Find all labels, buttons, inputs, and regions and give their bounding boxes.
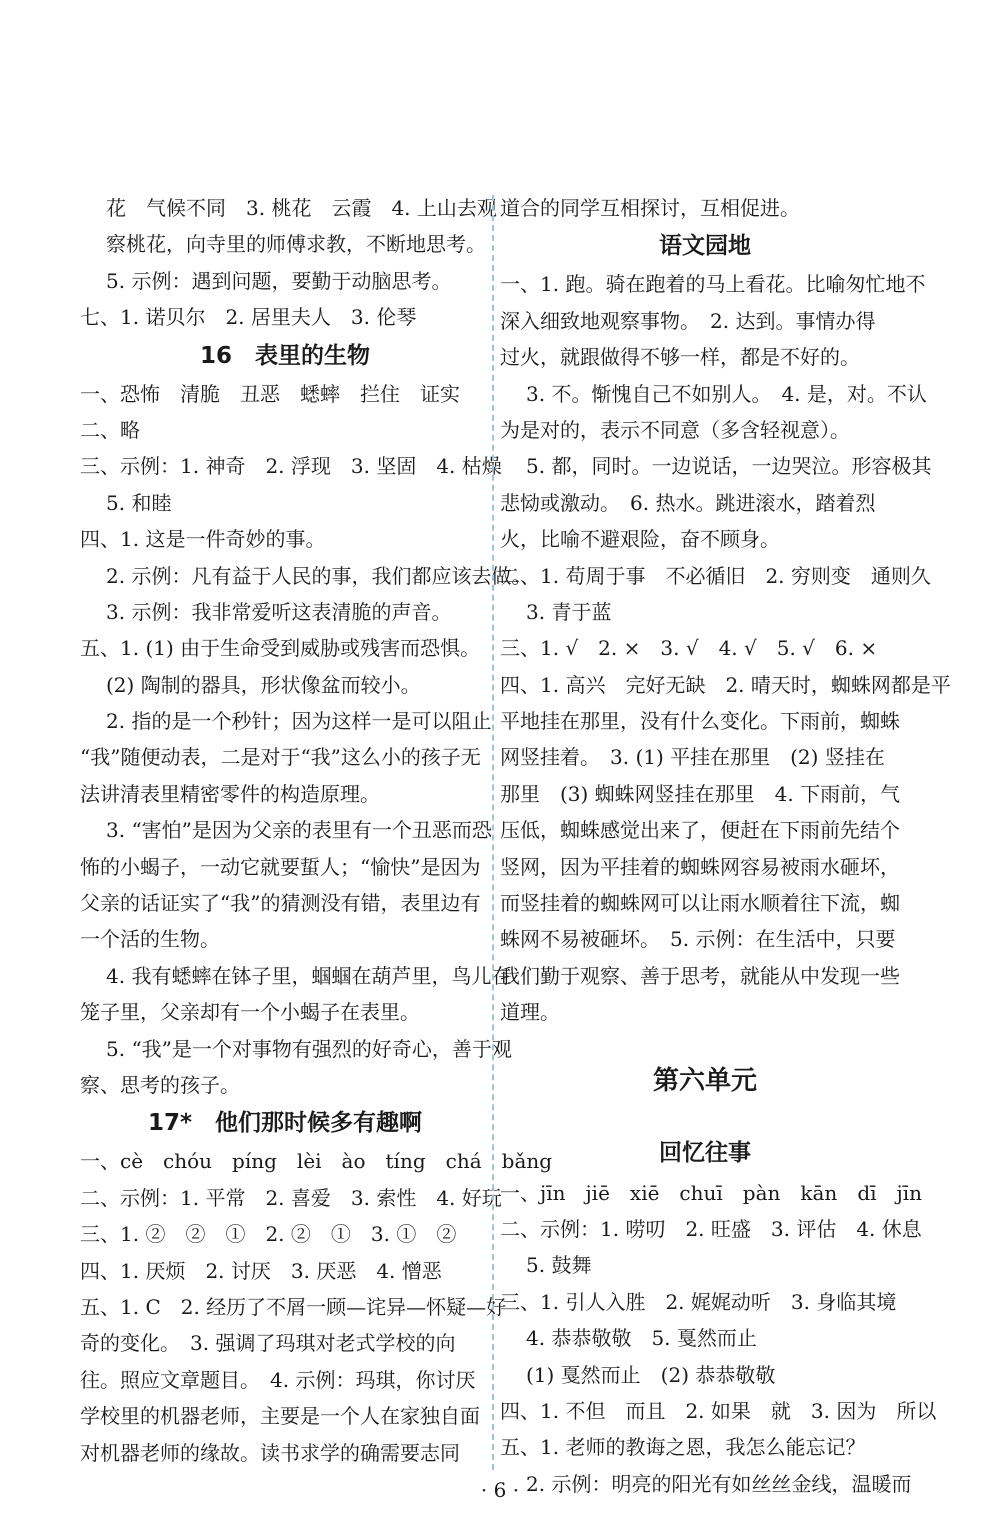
answer-line: 火，比喻不避艰险，奋不顾身。 [500,527,780,552]
answer-line: 平地挂在那里，没有什么变化。下雨前，蜘蛛 [500,709,900,734]
answer-line: 二、略 [80,417,140,442]
answer-line: 蛛网不易被砸坏。 5. 示例：在生活中，只要 [500,927,896,952]
section-heading: 回忆往事 [659,1139,751,1166]
answer-line: 3. “害怕”是因为父亲的表里有一个丑恶而恐 [106,818,492,843]
answer-line: 法讲清表里精密零件的构造原理。 [80,781,380,806]
answer-line: 一、恐怖 清脆 丑恶 蟋蟀 拦住 证实 [80,381,460,406]
page-number: · 6 · [480,1478,520,1502]
answer-line: 那里 (3) 蜘蛛网竖挂在那里 4. 下雨前，气 [500,781,901,806]
answer-line: 五、1. (1) 由于生命受到威胁或残害而恐惧。 [80,636,481,661]
answer-line: 五、1. 老师的教诲之恩，我怎么能忘记？ [500,1435,866,1460]
answer-line: 四、1. 厌烦 2. 讨厌 3. 厌恶 4. 憎恶 [80,1258,442,1283]
answer-line: 深入细致地观察事物。 2. 达到。事情办得 [500,308,876,333]
answer-line: 5. 鼓舞 [526,1253,592,1278]
column-divider [492,195,494,1470]
answer-line: 3. 示例：我非常爱听这表清脆的声音。 [106,599,452,624]
answer-line: 5. 都，同时。一边说话，一边哭泣。形容极其 [526,454,932,479]
answer-line: 父亲的话证实了“我”的猜测没有错，表里边有 [80,891,481,916]
answer-line: 三、1. 引人入胜 2. 娓娓动听 3. 身临其境 [500,1289,897,1314]
answer-line: 二、示例：1. 平常 2. 喜爱 3. 索性 4. 好玩 [80,1185,502,1210]
answer-line: 三、1. ② ② ① 2. ② ① 3. ① ② [80,1222,457,1247]
answer-line: 3. 青于蓝 [526,599,612,624]
answer-line: 压低，蜘蛛感觉出来了，便赶在下雨前先结个 [500,818,900,843]
right-column [500,190,951,1502]
answer-line: “我”随便动表，二是对于“我”这么小的孩子无 [80,745,481,770]
answer-line: 对机器老师的缘故。读书求学的确需要志同 [80,1440,460,1465]
answer-line: 我们勤于观察、善于思考，就能从中发现一些 [500,963,900,988]
section-heading: 16 表里的生物 [199,342,370,369]
answer-line: 而竖挂着的蜘蛛网可以让雨水顺着往下流，蜘 [500,891,900,916]
section-heading: 语文园地 [659,233,751,260]
answer-line: 学校里的机器老师，主要是一个人在家独自面 [80,1404,480,1429]
answer-line: 察桃花，向寺里的师傅求教，不断地思考。 [106,232,486,257]
answer-line: 过火，就跟做得不够一样，都是不好的。 [500,345,860,370]
unit-heading: 第六单元 [652,1065,757,1096]
answer-line: 2. 指的是一个秒针；因为这样一是可以阻止 [106,709,492,734]
answer-line: 三、示例：1. 神奇 2. 浮现 3. 坚固 4. 枯燥 [80,454,502,479]
answer-line: 一、cè chóu píng lèi ào tíng chá bǎng [80,1149,553,1174]
answer-line: 2. 示例：明亮的阳光有如丝丝金线，温暖而 [526,1471,912,1496]
answer-line: 察、思考的孩子。 [80,1072,240,1097]
answer-line: 悲恸或激动。 6. 热水。跳进滚水，踏着烈 [500,490,876,515]
answer-line: 二、示例：1. 唠叨 2. 旺盛 3. 评估 4. 休息 [500,1216,922,1241]
answer-line: 5. 和睦 [106,490,172,515]
answer-line: 奇的变化。 3. 强调了玛琪对老式学校的向 [80,1331,456,1356]
answer-line: 花 气候不同 3. 桃花 云霞 4. 上山去观 [106,196,497,220]
answer-line: 3. 不。惭愧自己不如别人。 4. 是，对。不认 [526,381,927,406]
answer-line: 5. 示例：遇到问题，要勤于动脑思考。 [106,268,452,293]
answer-line: 三、1. √ 2. × 3. √ 4. √ 5. √ 6. × [500,636,878,661]
answer-line: 道合的同学互相探讨，互相促进。 [500,196,800,220]
answer-line: 5. “我”是一个对事物有强烈的好奇心，善于观 [106,1036,512,1061]
answer-line: 4. 我有蟋蟀在钵子里，蝈蝈在葫芦里，鸟儿在 [106,963,512,988]
answer-line: (1) 戛然而止 (2) 恭恭敬敬 [526,1362,776,1387]
answer-line: 笼子里，父亲却有一个小蝎子在表里。 [80,1000,420,1025]
answer-line: 怖的小蝎子，一动它就要蜇人；“愉快”是因为 [80,854,481,879]
answer-line: 为是对的，表示不同意（多含轻视意）。 [500,417,850,442]
answer-line: 网竖挂着。 3. (1) 平挂在那里 (2) 竖挂在 [500,745,885,770]
answer-line: 道理。 [500,1000,560,1025]
answer-line: 四、1. 不但 而且 2. 如果 就 3. 因为 所以 [500,1398,937,1423]
answer-line: 四、1. 高兴 完好无缺 2. 晴天时，蜘蛛网都是平 [500,672,951,697]
answer-line: 五、1. C 2. 经历了不屑一顾—诧异—怀疑—好 [80,1294,507,1319]
answer-line: 往。照应文章题目。 4. 示例：玛琪，你讨厌 [80,1367,476,1392]
answer-line: 一、1. 跑。骑在跑着的马上看花。比喻匆忙地不 [500,272,926,297]
answer-line: 4. 恭恭敬敬 5. 戛然而止 [526,1326,757,1351]
answer-line: 竖网，因为平挂着的蜘蛛网容易被雨水砸坏， [500,854,900,879]
answer-line: 二、1. 苟周于事 不必循旧 2. 穷则变 通则久 [500,563,931,588]
answer-line: 四、1. 这是一件奇妙的事。 [80,527,326,552]
answer-line: 2. 示例：凡有益于人民的事，我们都应该去做。 [106,563,532,588]
answer-line: (2) 陶制的器具，形状像盆而较小。 [106,672,421,697]
answer-line: 一、jīn jiē xiē chuī pàn kān dī jīn [500,1180,922,1205]
section-heading: 17* 他们那时候多有趣啊 [147,1110,423,1137]
answer-line: 一个活的生物。 [80,927,220,952]
answer-line: 七、1. 诺贝尔 2. 居里夫人 3. 伦琴 [80,305,417,330]
